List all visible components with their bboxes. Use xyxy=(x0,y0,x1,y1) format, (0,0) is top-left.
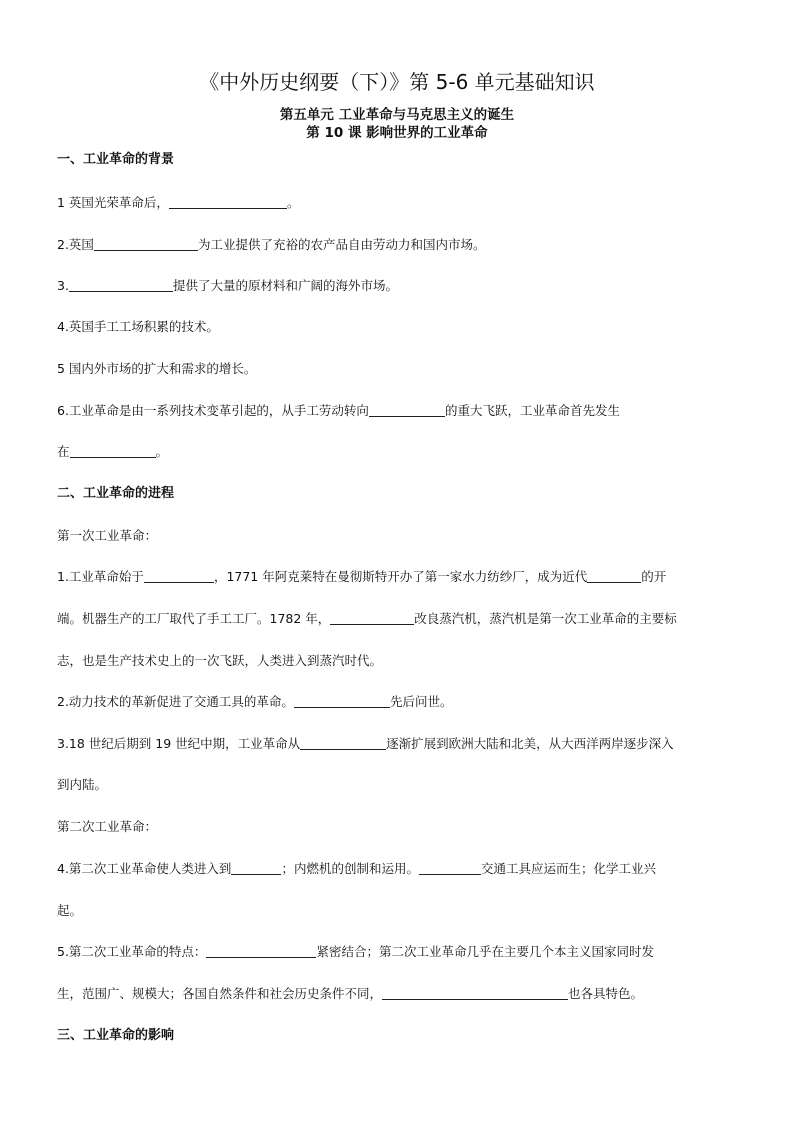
paragraph-4 xyxy=(57,860,656,878)
paragraph-3 xyxy=(57,735,674,753)
question-text: 的重大飞跃，工业革命首先发生 xyxy=(444,403,620,418)
paragraph-1-line-3: 志，也是生产技术史上的一次飞跃，人类进入到蒸汽时代。 xyxy=(57,653,383,668)
paragraph-5-cont xyxy=(57,985,643,1003)
question-text: 为工业提供了充裕的农产品自由劳动力和国内市场。 xyxy=(197,237,486,252)
question-5: 5 国内外市场的扩大和需求的增长。 xyxy=(57,361,257,376)
question-text: 先后问世。 xyxy=(389,694,453,709)
answer-blank[interactable] xyxy=(330,610,414,625)
question-text: 的开 xyxy=(641,569,667,584)
answer-blank[interactable] xyxy=(300,735,386,750)
question-text: 紧密结合；第二次工业革命几乎在主要几个本主义国家同时发 xyxy=(316,944,654,959)
answer-blank[interactable] xyxy=(231,860,281,875)
question-text: 2.动力技术的革新促进了交通工具的革命。 xyxy=(57,694,294,709)
answer-blank[interactable] xyxy=(587,568,641,583)
question-text: 也各具特色。 xyxy=(568,986,644,1001)
question-text: 3. xyxy=(57,278,69,293)
question-text: 1 英国光荣革命后， xyxy=(57,195,169,210)
question-text: ；内燃机的创制和运用。 xyxy=(281,861,419,876)
question-text: 3.18 世纪后期到 19 世纪中期，工业革命从 xyxy=(57,736,301,751)
lesson-title: 第 10 课 影响世界的工业革命 xyxy=(306,125,488,141)
question-6-cont xyxy=(57,443,168,461)
question-1 xyxy=(57,194,299,212)
unit-title: 第五单元 工业革命与马克思主义的诞生 xyxy=(279,107,515,123)
paragraph-3-cont: 到内陆。 xyxy=(57,777,108,792)
answer-blank[interactable] xyxy=(419,860,481,875)
question-text: 端。机器生产的工厂取代了手工工厂。1782 年， xyxy=(57,611,331,626)
question-text: 提供了大量的原材料和广阔的海外市场。 xyxy=(172,278,398,293)
subheading-first-revolution: 第一次工业革命： xyxy=(57,528,158,543)
paragraph-2 xyxy=(57,693,452,711)
question-text: ，1771 年阿克莱特在曼彻斯特开办了第一家水力纺纱厂，成为近代 xyxy=(213,569,588,584)
answer-blank[interactable] xyxy=(369,402,445,417)
answer-blank[interactable] xyxy=(169,194,287,209)
question-text: 4.第二次工业革命使人类进入到 xyxy=(57,861,232,876)
section-heading-process: 二、工业革命的进程 xyxy=(57,486,175,501)
question-2 xyxy=(57,236,485,254)
subheading-second-revolution: 第二次工业革命： xyxy=(57,819,158,834)
question-text: 逐渐扩展到欧洲大陆和北美，从大西洋两岸逐步深入 xyxy=(386,736,674,751)
answer-blank[interactable] xyxy=(294,693,390,708)
paragraph-5 xyxy=(57,943,654,961)
question-3 xyxy=(57,277,398,295)
question-4: 4.英国手工工场积累的技术。 xyxy=(57,319,219,334)
section-heading-background: 一、工业革命的背景 xyxy=(57,152,175,167)
question-text: 改良蒸汽机，蒸汽机是第一次工业革命的主要标 xyxy=(414,611,677,626)
question-text: 6.工业革命是由一系列技术变革引起的，从手工劳动转向 xyxy=(57,403,369,418)
question-text: 生，范围广、规模大；各国自然条件和社会历史条件不同， xyxy=(57,986,383,1001)
answer-blank[interactable] xyxy=(70,443,156,458)
document-title: 《中外历史纲要（下）》第 5-6 单元基础知识 xyxy=(199,70,595,94)
paragraph-1-line-2 xyxy=(57,610,677,628)
answer-blank[interactable] xyxy=(382,985,568,1000)
question-text: 2.英国 xyxy=(57,237,94,252)
paragraph-1-line-1 xyxy=(57,568,666,586)
answer-blank[interactable] xyxy=(206,943,316,958)
answer-blank[interactable] xyxy=(94,236,198,251)
answer-blank[interactable] xyxy=(69,277,173,292)
question-text: 1.工业革命始于 xyxy=(57,569,144,584)
paragraph-4-cont: 起。 xyxy=(57,903,83,918)
question-text: 在 xyxy=(57,444,70,459)
section-heading-impact: 三、工业革命的影响 xyxy=(57,1028,175,1043)
question-text: 交通工具应运而生；化学工业兴 xyxy=(480,861,656,876)
question-text: 5.第二次工业革命的特点： xyxy=(57,944,207,959)
question-text: 。 xyxy=(155,444,169,459)
question-6 xyxy=(57,402,620,420)
question-text: 。 xyxy=(286,195,300,210)
answer-blank[interactable] xyxy=(144,568,214,583)
